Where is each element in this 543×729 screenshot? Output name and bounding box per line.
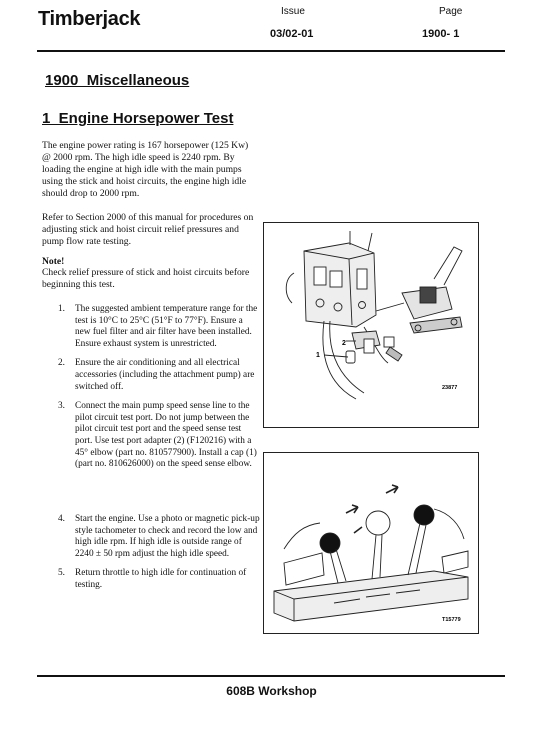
step-text: Connect the main pump speed sense line to the pilot circuit test port. Do not jump between the pilot circuit test port and the speed sense test port. Use test port adapter (2) (F120216) with a 45° elbow (part no. 810577900). Install a cap (1) (part no. 810626000) on the speed sense elbow. — [75, 401, 257, 470]
step-text: The suggested ambient temperature range for the test is 10°C to 25°C (51°F to 77°F). Ensure a new fuel filter and air filter have been installed. Ensure exhaust system is unrestricted. — [75, 304, 258, 349]
controls-illustration — [264, 453, 478, 633]
steps-list-a — [42, 304, 260, 471]
footer-rule — [37, 675, 505, 677]
callout-2: 2 — [342, 340, 346, 347]
step-text: Return throttle to high idle for continuation of testing. — [75, 568, 247, 590]
issue-label: Issue — [281, 6, 305, 17]
issue-value: 03/02-01 — [270, 28, 314, 40]
list-item — [42, 358, 260, 393]
note-label: Note! — [42, 256, 65, 267]
figure-controls — [263, 452, 479, 634]
step-number: 1. — [58, 304, 65, 314]
step-number: 3. — [58, 401, 65, 412]
brand-logo: Timberjack — [38, 8, 141, 30]
figure-code: 23877 — [442, 385, 458, 391]
subsection-title: 1 Engine Horsepower Test — [42, 110, 234, 127]
step-number: 5. — [58, 568, 65, 579]
step-number: 2. — [58, 358, 65, 369]
reference-paragraph: Refer to Section 2000 of this manual for procedures on adjusting stick and hoist circuit relief pressures and pump flow rate testing. — [42, 212, 254, 247]
list-item — [42, 401, 260, 471]
step-number: 4. — [58, 514, 65, 524]
steps-list-b — [42, 514, 260, 592]
step-text: Start the engine. Use a photo or magnetic pick-up style tachometer to check and record the low and high idle rpm. If high idle is outside range of 2240 ± 50 rpm adjust the high idle speed. — [75, 514, 260, 559]
footer-title: 608B Workshop — [226, 684, 317, 698]
callout-1: 1 — [316, 352, 320, 359]
page-label: Page — [439, 6, 463, 17]
test-port-illustration — [264, 223, 478, 427]
header-rule — [37, 50, 505, 52]
section-title: 1900 Miscellaneous — [45, 72, 190, 89]
list-item — [42, 304, 260, 350]
step-text: Ensure the air conditioning and all electrical accessories (including the attachment pump) are switched off. — [75, 358, 255, 392]
list-item — [42, 514, 260, 560]
page-number: 1900- 1 — [422, 28, 460, 40]
intro-paragraph: The engine power rating is 167 horsepower (125 Kw) @ 2000 rpm. The high idle speed is 2240 rpm. By loading the engine at high idle with the main pumps using the stick and hoist circuits, the engine high idle should drop to 2000 rpm. — [42, 140, 249, 199]
figure-test-port — [263, 222, 479, 428]
figure-code: T15779 — [442, 617, 461, 623]
note-text: Check relief pressure of stick and hoist circuits before beginning this test. — [42, 267, 250, 290]
list-item — [42, 568, 260, 591]
